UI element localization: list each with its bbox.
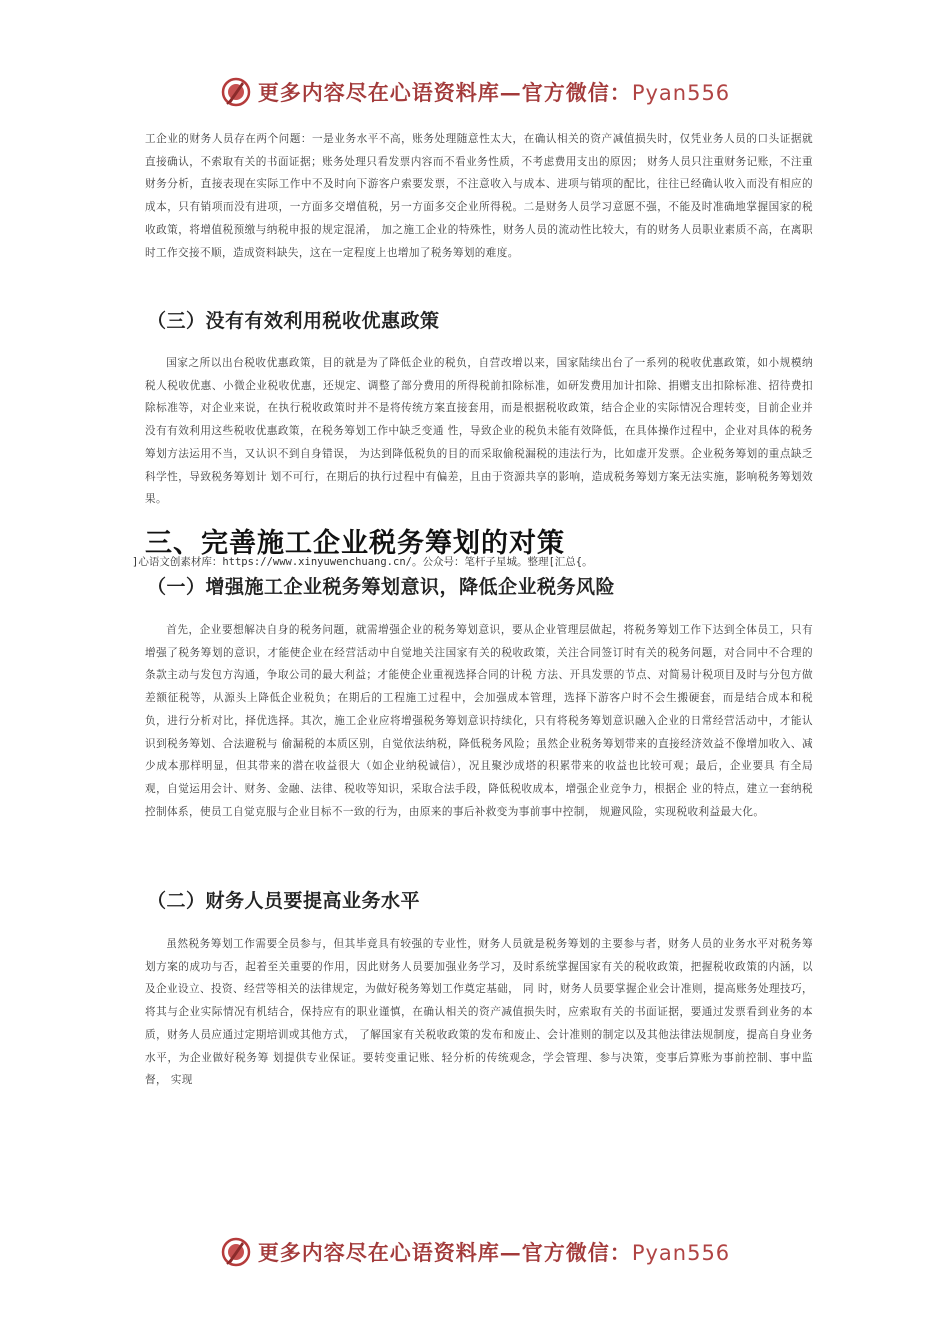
banner-slogan: 更多内容尽在心语资料库—官方微信：	[257, 1240, 632, 1265]
paragraph-3: 首先，企业要想解决自身的税务问题，就需增强企业的税务筹划意识，要从企业管理层做起，将税务筹划工作下达到全体员工，只有增强了税务筹划的意识，才能使企业在经营活动中自觉地关注国家有关的税收政策，关注合同签订时有关的税务问题，对合同中不合理的条款主动与发包方沟通，争取公司的最大利益；才能使企业重视选择合同的计税 方法、开具发票的节点、对简易计税项目及时与分包方做差额征税等，从源头上降低企业税负；在期后的工程施工过程中，会加强成本管理，选择下游客户时不会生搬硬套，而是结合成本和税负，进行分析对比，择优选择。其次，施工企业应将增强税务筹划意识持续化，只有将税务筹划意识融入企业的日常经营活动中，才能认识到税务筹划、合法避税与 偷漏税的本质区别，自觉依法纳税，降低税务风险；虽然企业税务筹划带来的直接经济效益不像增加收入、减少成本那样明显，但其带来的潜在收益很大（如企业纳税诚信），况且聚沙成塔的积累带来的收益也比较可观；最后，企业要具 有全局观，自觉运用会计、财务、金融、法律、税收等知识，采取合法手段，降低税收成本，增强企业竞争力，根据企 业的特点，建立一套纳税控制体系，使员工自觉克服与企业目标不一致的行为，由原来的事后补救变为事前事中控制， 规避风险，实现税收利益最大化。	[145, 624, 813, 818]
banner-text	[258, 77, 730, 107]
quill-seal-icon	[220, 1236, 252, 1268]
paragraph-1: 工企业的财务人员存在两个问题：一是业务水平不高，账务处理随意性太大，在确认相关的资产减值损失时，仅凭业务人员的口头证据就直接确认，不索取有关的书面证据；账务处理只看发票内容而不看业务性质，不考虑费用支出的原因； 财务人员只注重财务记账，不注重财务分析，直接表现在实际工作中不及时向下游客户索要发票，不注意收入与成本、进项与销项的配比，往往已经确认收入而没有相应的成本，只有销项而没有进项，一方面多交增值税，另一方面多交企业所得税。二是财务人员学习意愿不强，不能及时准确地掌握国家的税收政策，将增值税预缴与纳税申报的规定混淆， 加之施工企业的特殊性，财务人员的流动性比较大，有的财务人员职业素质不高，在离职时工作交接不顺，造成资料缺失，这在一定程度上也增加了税务筹划的难度。	[145, 133, 813, 259]
section-heading-3: 三、完善施工企业税务筹划的对策	[145, 528, 565, 559]
paragraph-4: 虽然税务筹划工作需要全员参与，但其毕竟具有较强的专业性，财务人员就是税务筹划的主要参与者，财务人员的业务水平对税务筹划方案的成功与否，起着至关重要的作用，因此财务人员要加强业务学习，及时系统掌握国家有关的税收政策，把握税收政策的内涵，以及企业设立、投资、经营等相关的法律规定，为做好税务筹划工作奠定基础， 同 时，财务人员要掌握企业会计准则，提高账务处理技巧，将其与企业实际情况有机结合，保持应有的职业谨慎，在确认相关的资产减值损失时，应索取有关的书面证据，要通过发票看到业务的本质，财务人员应通过定期培训或其他方式， 了解国家有关税收政策的发布和废止、会计准则的制定以及其他法律法规制度，提高自身业务水平，为企业做好税务筹 划提供专业保证。要转变重记账、轻分析的传统观念，学会管理、参与决策，变事后算账为事前控制、事中监督， 实现	[145, 938, 813, 1087]
subheading-2: （二）财务人员要提高业务水平	[147, 890, 421, 912]
banner-wechat-id: Pyan556	[631, 81, 731, 105]
source-watermark-line: ]心语文创素材库：https://www.xinyuwenchuang.cn/。公众号：笔杆子星城。整理[汇总{。	[132, 556, 593, 568]
banner-slogan: 更多内容尽在心语资料库—官方微信：	[257, 80, 632, 105]
header-banner	[0, 72, 950, 112]
paragraph-2: 国家之所以出台税收优惠政策，目的就是为了降低企业的税负，自营改增以来，国家陆续出台了一系列的税收优惠政策，如小规模纳税人税收优惠、小微企业税收优惠，还规定、调整了部分费用的所得税前扣除标准，如研发费用加计扣除、捐赠支出扣除标准、招待费扣除标准等，对企业来说，在执行税收政策时并不是将传统方案直接套用，而是根据税收政策，结合企业的实际情况合理转变，目前企业并没有有效利用这些税收优惠政策，在税务筹划工作中缺乏变通 性，导致企业的税负未能有效降低，在具体操作过程中，企业对具体的税务筹划方法运用不当，又认识不到自身错误， 为达到降低税负的目的而采取偷税漏税的违法行为，比如虚开发票。企业税务筹划的重点缺乏科学性，导致税务筹划计 划不可行，在期后的执行过程中有偏差，且由于资源共享的影响，造成税务筹划方案无法实施，影响税务筹划效果。	[145, 357, 813, 506]
quill-seal-icon	[220, 76, 252, 108]
subheading-3: （三）没有有效利用税收优惠政策	[147, 310, 440, 332]
subheading-1: （一）增强施工企业税务筹划意识，降低企业税务风险	[147, 576, 616, 598]
banner-text	[258, 1237, 730, 1267]
banner-wechat-id: Pyan556	[631, 1241, 731, 1265]
footer-banner	[0, 1232, 950, 1272]
